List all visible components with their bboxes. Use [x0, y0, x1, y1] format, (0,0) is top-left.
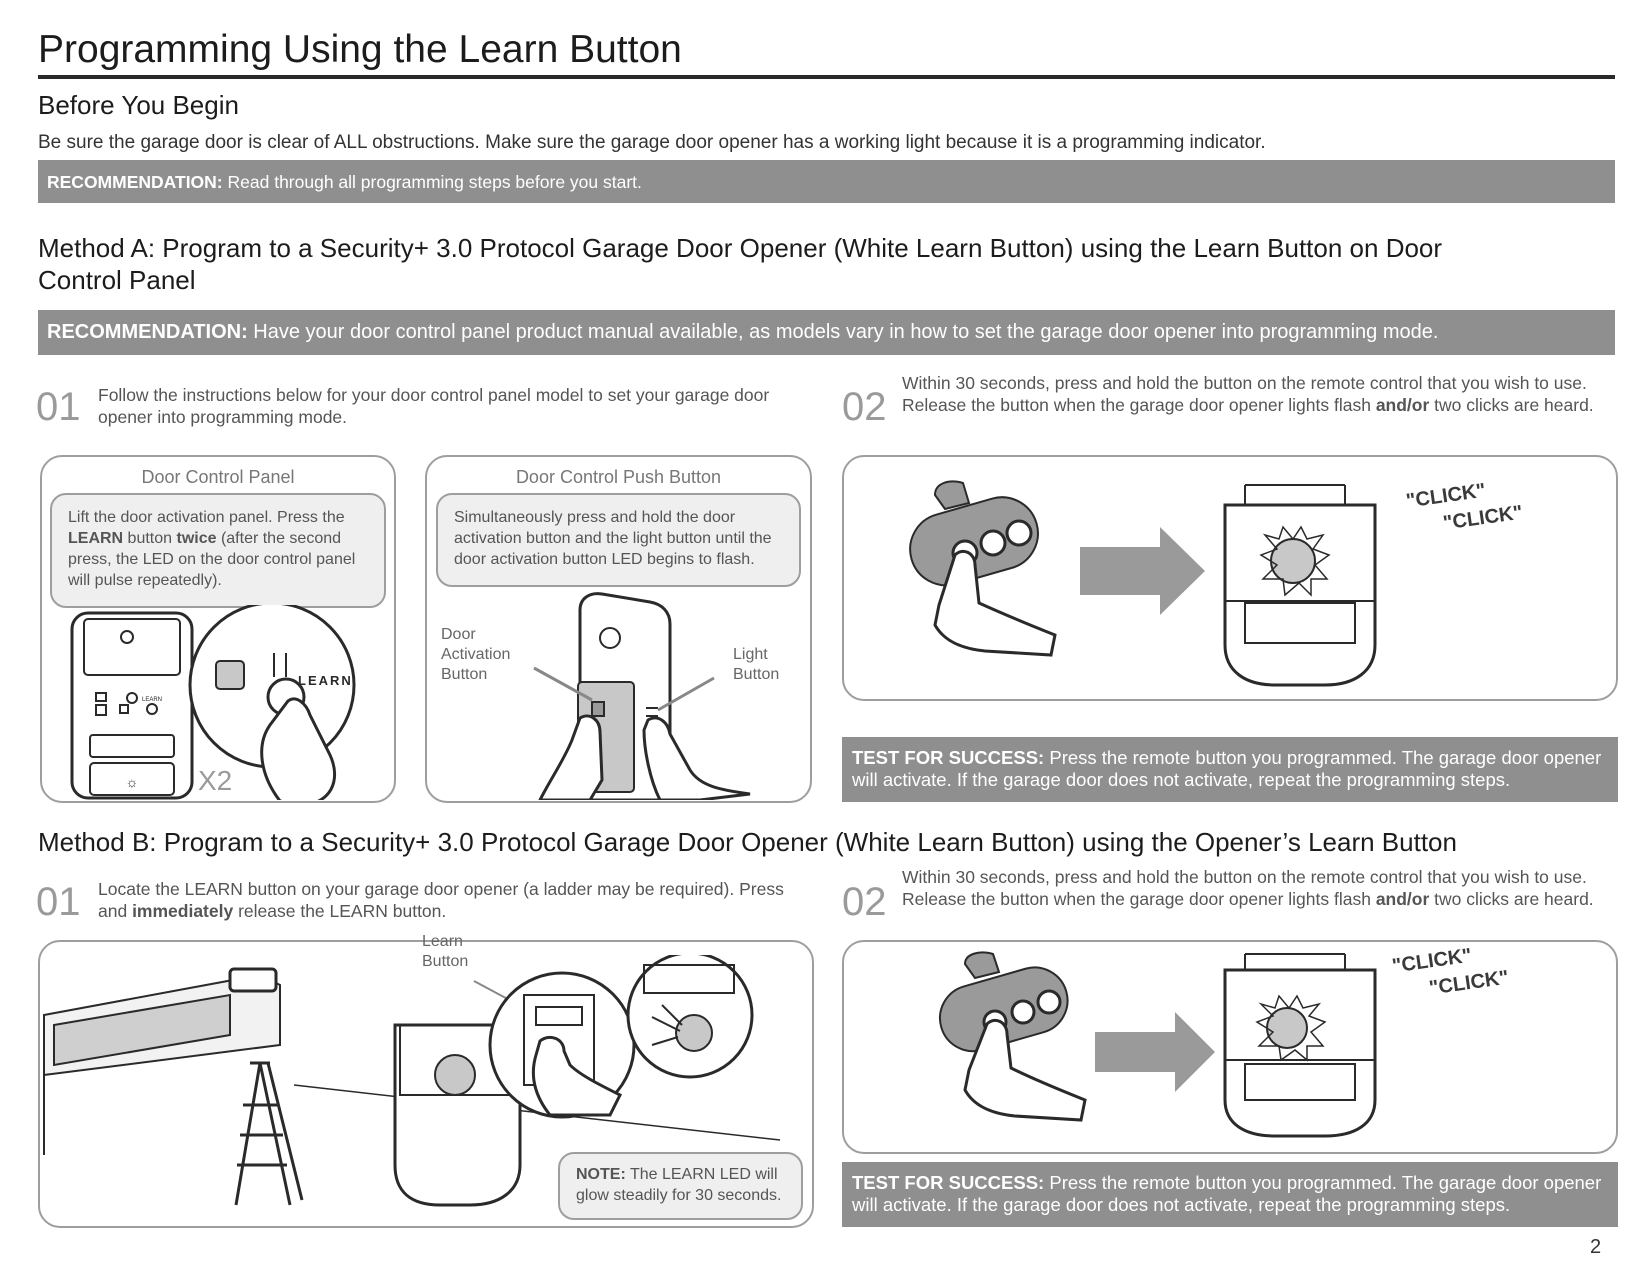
- before-heading: Before You Begin: [38, 90, 239, 120]
- panel-title: Door Control Panel: [141, 467, 295, 487]
- test-text: Press the remote button you programmed. The garage door opener will activate. If the garage door does not activate, repeat the programming steps.: [852, 747, 1602, 790]
- step-text: Within 30 seconds, press and hold the button on the remote control that you wish to use. Release the button when the garage door opener lights flash and/or two clicks are heard.: [902, 867, 1594, 909]
- test-label: TEST FOR SUCCESS:: [852, 1172, 1045, 1193]
- x2-label: X2: [198, 765, 233, 796]
- recommendation-bar-2: [38, 310, 1615, 355]
- test-label: TEST FOR SUCCESS:: [852, 747, 1045, 768]
- door-control-push-button-callout: Simultaneously press and hold the door activation button and the light button until the door activation button LED begins to flash.: [436, 493, 801, 587]
- step-text: Follow the instructions below for your door control panel model to set your garage door opener into programming mode.: [98, 385, 770, 427]
- learn-button-label: Learn Button: [422, 933, 469, 970]
- recommendation-text: Have your door control panel product manual available, as models vary in how to set the garage door opener into programming mode.: [247, 321, 1439, 343]
- title-divider: [38, 75, 1615, 79]
- click-text: "CLICK": [1441, 501, 1525, 535]
- small-learn-text: LEARN: [142, 697, 163, 703]
- method-b-heading: Method B: Program to a Security+ 3.0 Protocol Garage Door Opener (White Learn Button) using the Opener’s Learn Button: [38, 827, 1457, 857]
- step-text: Locate the LEARN button on your garage door opener (a ladder may be required). Press and immediately release the LEARN button.: [98, 879, 784, 921]
- recommendation-label: RECOMMENDATION:: [47, 321, 248, 343]
- recommendation-text: Read through all programming steps before you start.: [222, 172, 642, 192]
- light-button-label: Light Button: [733, 646, 780, 683]
- door-control-panel-callout: Lift the door activation panel. Press the LEARN button twice (after the second press, the LED on the door control panel will pulse repeatedly).: [50, 493, 386, 608]
- door-activation-button-label: Door Activation Button: [441, 626, 511, 683]
- step-number: 02: [842, 385, 887, 429]
- step-number: 01: [36, 385, 81, 429]
- note-callout: [558, 1152, 803, 1220]
- step-text: Within 30 seconds, press and hold the button on the remote control that you wish to use. Release the button when the garage door opener lights flash and/or two clicks are heard.: [902, 373, 1594, 415]
- note-text: The LEARN LED will glow steadily for 30 seconds.: [576, 1166, 782, 1204]
- door-control-panel-illustration: [60, 605, 390, 800]
- svg-text:☼: ☼: [125, 774, 139, 790]
- note-label: NOTE:: [576, 1166, 626, 1183]
- test-text: Press the remote button you programmed. The garage door opener will activate. If the garage door does not activate, repeat the programming steps.: [852, 1172, 1602, 1215]
- click-text: "CLICK": [1390, 944, 1474, 978]
- step-number: 02: [842, 880, 887, 924]
- click-text: "CLICK": [1404, 479, 1488, 513]
- page-number: 2: [1590, 1236, 1602, 1258]
- test-for-success-bar-a: [842, 737, 1618, 802]
- step-number: 01: [36, 880, 81, 924]
- push-button-illustration: [520, 590, 790, 800]
- method-a-heading-line2: Control Panel: [38, 265, 196, 295]
- before-text: Be sure the garage door is clear of ALL obstructions. Make sure the garage door opener has a working light because it is a programming indicator.: [38, 132, 1266, 153]
- page-title: Programming Using the Learn Button: [38, 28, 682, 71]
- test-for-success-bar-b: [842, 1162, 1618, 1227]
- recommendation-label: RECOMMENDATION:: [47, 172, 223, 192]
- method-a-heading: [38, 232, 1618, 296]
- recommendation-bar-1: [38, 160, 1615, 203]
- click-text: "CLICK": [1427, 966, 1511, 1000]
- learn-text: LEARN: [298, 673, 353, 688]
- method-a-heading-line1: Method A: Program to a Security+ 3.0 Protocol Garage Door Opener (White Learn Button) using the Learn Button on Door: [38, 233, 1443, 263]
- panel-title: Door Control Push Button: [515, 467, 722, 487]
